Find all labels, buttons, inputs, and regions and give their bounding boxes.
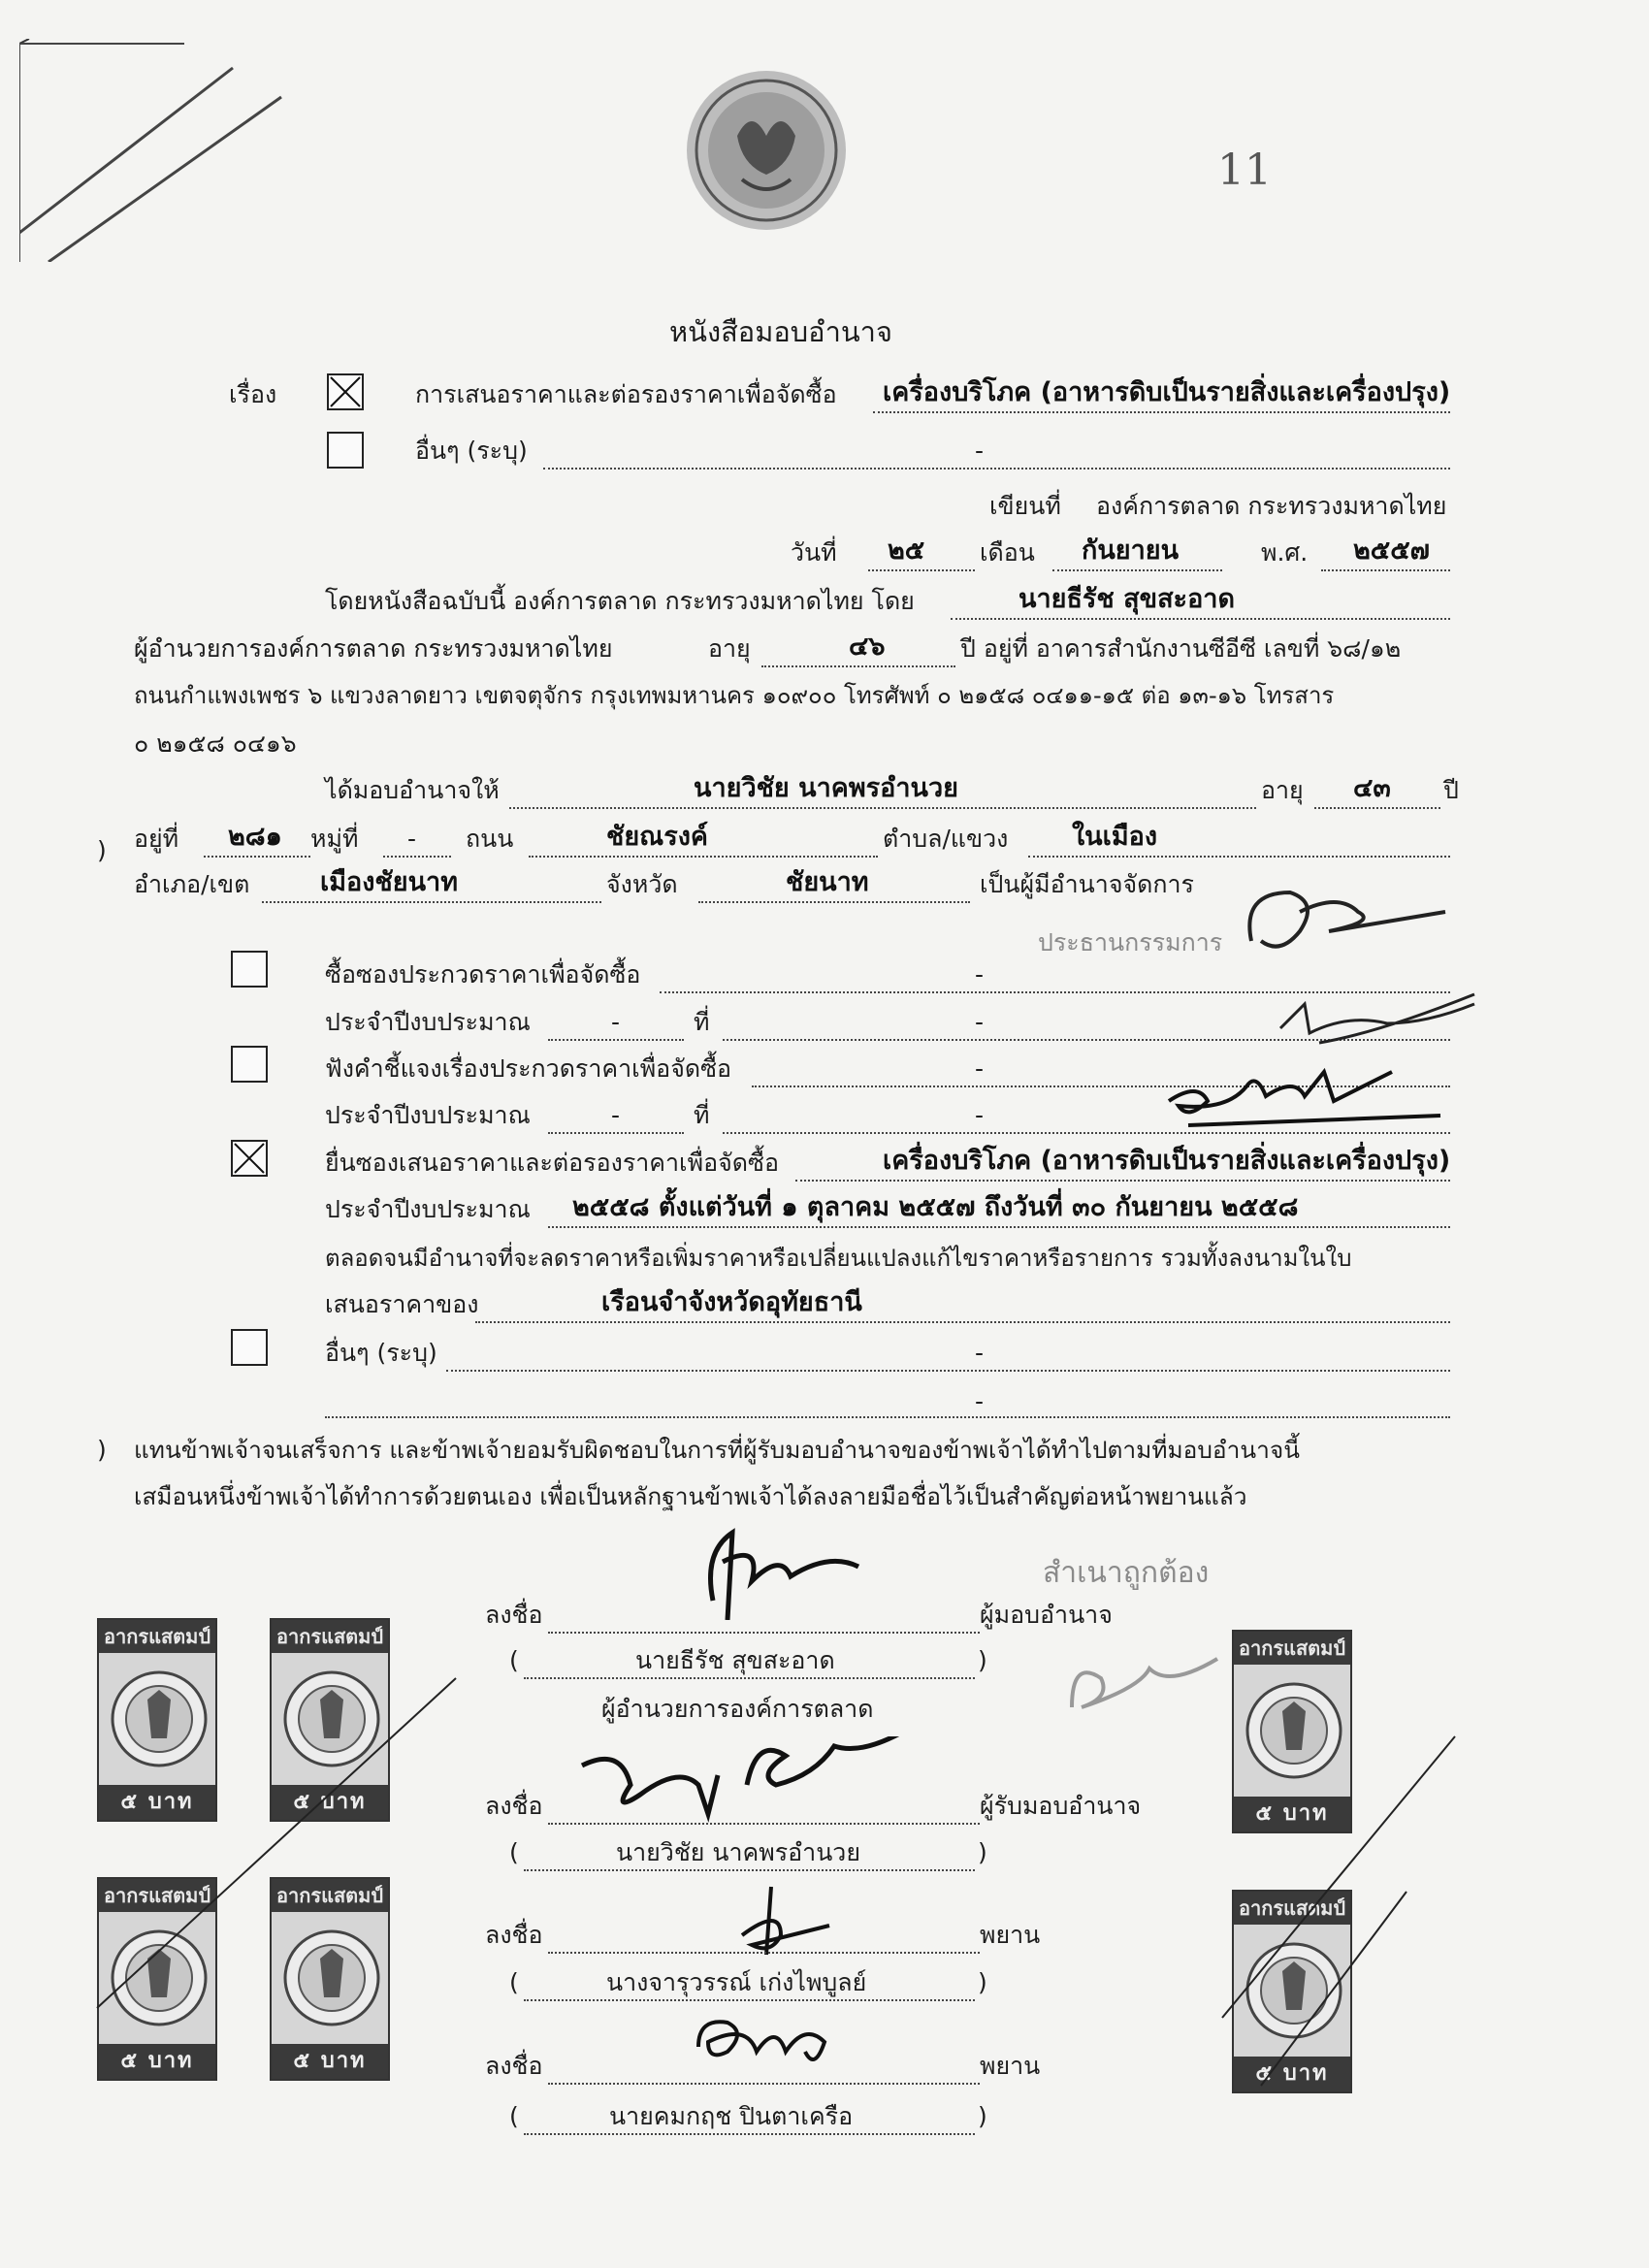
- side-mark: ): [97, 1436, 107, 1464]
- official-seal: [684, 68, 849, 233]
- subject-option-2-value: -: [975, 437, 985, 465]
- document-title: หนังสือมอบอำนาจ: [669, 315, 892, 348]
- sign-3-open-paren: (: [509, 1968, 519, 1996]
- action-3-label: ยื่นซองเสนอราคาและต่อรองราคาเพื่อจัดซื้อ: [325, 1149, 779, 1177]
- declaration-line-1: แทนข้าพเจ้าจนเสร็จการ และข้าพเจ้ายอมรับผิดชอบในการที่ผู้รับมอบอำนาจของข้าพเจ้าได้ทำไปตามที่มอบอำนาจนี้: [134, 1436, 1300, 1464]
- grantor-address-prefix: ปี อยู่ที่ อาคารสำนักงานซีอีซี เลขที่ ๖๘/๑๒: [960, 634, 1402, 663]
- sign-4-name: นายคมกฤช ปินตาเครือ: [609, 2102, 854, 2130]
- stamp-cancel-marks: [78, 1601, 1465, 2105]
- sign-2-open-paren: (: [509, 1838, 519, 1866]
- subject-label: เรื่อง: [229, 380, 277, 408]
- check-x-icon: [233, 1142, 266, 1175]
- committee-signature-2: [1159, 1057, 1450, 1135]
- date-day-label: วันที่: [791, 538, 837, 567]
- dotted-line: [1052, 569, 1222, 571]
- committee-signature-1: [1261, 989, 1484, 1057]
- scan-marks: [19, 39, 291, 262]
- grantee-house-label: อยู่ที่: [134, 825, 179, 853]
- sign-1-role: ผู้มอบอำนาจ: [980, 1601, 1113, 1629]
- sign-2-role: ผู้รับมอบอำนาจ: [980, 1792, 1142, 1820]
- dotted-line: [383, 856, 451, 858]
- declaration-line-2: เสมือนหนึ่งข้าพเจ้าได้ทำการด้วยตนเอง เพื่อเป็นหลักฐานข้าพเจ้าได้ลงลายมือชื่อไว้เป็นสำคัญต่อหน้าพยานแล้ว: [134, 1482, 1247, 1510]
- grantee-authority-label: เป็นผู้มีอำนาจจัดการ: [980, 870, 1194, 898]
- dotted-line: [1321, 569, 1450, 571]
- sign-2-label: ลงชื่อ: [485, 1792, 543, 1820]
- sign-1-open-paren: (: [509, 1646, 519, 1674]
- action-1-label: ซื้อซองประกวดราคาเพื่อจัดซื้อ: [325, 960, 641, 988]
- subject-option-1-label: การเสนอราคาและต่อรองราคาเพื่อจัดซื้อ: [415, 380, 837, 408]
- action-2-at-label: ที่: [694, 1101, 710, 1129]
- action-2-year: -: [611, 1101, 621, 1129]
- action-4-label: อื่นๆ (ระบุ): [325, 1339, 437, 1367]
- action-3-year-label: ประจำปีงบประมาณ: [325, 1195, 531, 1223]
- date-month: กันยายน: [1082, 535, 1180, 566]
- chairman-overlay-text: ประธานกรรมการ: [1038, 928, 1223, 956]
- dotted-line: [446, 1370, 1450, 1372]
- dotted-line: [325, 1416, 1450, 1418]
- grantor-position: ผู้อำนวยการองค์การตลาด กระทรวงมหาดไทย: [134, 634, 613, 663]
- sign-3-name: นางจารุวรรณ์ เก่งไพบูลย์: [606, 1968, 867, 1996]
- verified-overlay-text: สำเนาถูกต้อง: [1043, 1556, 1210, 1590]
- dotted-line: [548, 1132, 684, 1134]
- dotted-line: [543, 468, 1450, 470]
- grantee-moo: -: [407, 825, 417, 853]
- action-3-offer: เรือนจำจังหวัดอุทัยธานี: [601, 1287, 862, 1317]
- action-2-year-label: ประจำปีงบประมาณ: [325, 1101, 531, 1129]
- grantee-subdistrict: ในเมือง: [1072, 822, 1158, 852]
- action-2-label: ฟังคำชี้แจงเรื่องประกวดราคาเพื่อจัดซื้อ: [325, 1054, 732, 1083]
- action-checkbox-3[interactable]: [231, 1140, 268, 1177]
- grantor-age: ๔๖: [849, 632, 886, 662]
- action-1-year-label: ประจำปีงบประมาณ: [325, 1008, 531, 1036]
- subject-checkbox-2[interactable]: [327, 432, 364, 469]
- dotted-line: [548, 1226, 1450, 1228]
- check-x-icon: [329, 375, 362, 408]
- dotted-line: [795, 1180, 1450, 1182]
- page-number: 11: [1217, 146, 1272, 195]
- revenue-stamp: อากรแสตมป์ ๕ บาท: [97, 1618, 217, 1822]
- grantor-address-line2: ถนนกำแพงเพชร ๖ แขวงลาดยาว เขตจตุจักร กรุงเทพมหานคร ๑๐๙๐๐ โทรศัพท์ ๐ ๒๑๕๘ ๐๔๑๑-๑๕ ต่อ ๑๓-๑๖ โทรสาร: [134, 682, 1335, 709]
- sign-4-open-paren: (: [509, 2102, 519, 2130]
- dotted-line: [698, 901, 970, 903]
- action-2-value: -: [975, 1054, 985, 1083]
- grantor-address-line3: ๐ ๒๑๕๘ ๐๔๑๖: [134, 729, 297, 758]
- sign-1-title: ผู้อำนวยการองค์การตลาด: [601, 1695, 874, 1723]
- dotted-line: [873, 411, 1450, 413]
- date-day: ๒๕: [888, 535, 925, 566]
- sign-1-name: นายธีรัช สุขสะอาด: [635, 1646, 835, 1674]
- revenue-stamp: อากรแสตมป์ ๕ บาท: [1232, 1890, 1352, 2093]
- subject-checkbox-1[interactable]: [327, 373, 364, 410]
- action-1-at-label: ที่: [694, 1008, 710, 1036]
- date-year-label: พ.ศ.: [1261, 538, 1309, 567]
- written-at-value: องค์การตลาด กระทรวงมหาดไทย: [1096, 492, 1447, 520]
- dotted-line: [524, 2133, 975, 2135]
- side-mark: ): [97, 836, 107, 864]
- date-month-label: เดือน: [980, 538, 1035, 567]
- action-3-offer-label: เสนอราคาของ: [325, 1290, 479, 1318]
- sign-4-role: พยาน: [980, 2052, 1041, 2080]
- action-checkbox-2[interactable]: [231, 1046, 268, 1083]
- grantee-province-label: จังหวัด: [606, 870, 678, 898]
- grantor-name: นายธีรัช สุขสะอาด: [1018, 584, 1235, 614]
- dotted-line: [204, 856, 310, 858]
- sign-1-label: ลงชื่อ: [485, 1601, 543, 1629]
- action-4-value: -: [975, 1339, 985, 1367]
- grantee-province: ชัยนาท: [786, 867, 869, 897]
- sign-4-close-paren: ): [978, 2102, 987, 2130]
- action-3-note: ตลอดจนมีอำนาจที่จะลดราคาหรือเพิ่มราคาหรือเปลี่ยนแปลงแก้ไขราคาหรือรายการ รวมทั้งลงนามในใบ: [325, 1245, 1352, 1272]
- sign-2-name: นายวิชัย นาคพรอำนวย: [616, 1838, 860, 1866]
- dotted-line: [1314, 807, 1440, 809]
- dotted-line: [868, 569, 975, 571]
- dotted-line: [548, 1039, 684, 1041]
- grantee-age-unit: ปี: [1443, 776, 1459, 804]
- action-1-value: -: [975, 960, 985, 988]
- sign-2-close-paren: ): [978, 1838, 987, 1866]
- dotted-line: [529, 856, 878, 858]
- action-2-at: -: [975, 1101, 985, 1129]
- dotted-line: [509, 807, 1256, 809]
- action-3-value: เครื่องบริโภค (อาหารดิบเป็นรายสิ่งและเครื่องปรุง): [883, 1146, 1451, 1176]
- grantee-district-label: อำเภอ/เขต: [134, 870, 250, 898]
- grantor-intro: โดยหนังสือฉบับนี้ องค์การตลาด กระทรวงมหาดไทย โดย: [325, 587, 915, 615]
- sign-4-label: ลงชื่อ: [485, 2052, 543, 2080]
- grantee-subdistrict-label: ตำบล/แขวง: [883, 825, 1009, 853]
- grantee-intro: ได้มอบอำนาจให้: [325, 776, 500, 804]
- action-checkbox-4[interactable]: [231, 1329, 268, 1366]
- action-1-year: -: [611, 1008, 621, 1036]
- revenue-stamp: อากรแสตมป์ ๕ บาท: [1232, 1630, 1352, 1833]
- dotted-line: [1028, 856, 1450, 858]
- grantee-name: นายวิชัย นาคพรอำนวย: [694, 773, 958, 803]
- dotted-line: [475, 1321, 1450, 1323]
- revenue-stamp: อากรแสตมป์ ๕ บาท: [270, 1618, 390, 1822]
- action-1-at: -: [975, 1008, 985, 1036]
- chairman-signature: [1232, 873, 1484, 970]
- action-3-year: ๒๕๕๘ ตั้งแต่วันที่ ๑ ตุลาคม ๒๕๕๗ ถึงวันที่ ๓๐ กันยายน ๒๕๕๘: [572, 1192, 1299, 1222]
- revenue-stamp: อากรแสตมป์ ๕ บาท: [270, 1877, 390, 2081]
- dotted-line: [951, 618, 1450, 620]
- grantee-age: ๔๓: [1353, 773, 1391, 803]
- dotted-line: [761, 665, 955, 667]
- grantor-age-label: อายุ: [708, 634, 751, 663]
- grantee-house: ๒๘๑: [228, 822, 282, 852]
- sign-3-label: ลงชื่อ: [485, 1921, 543, 1949]
- date-year: ๒๕๕๗: [1353, 535, 1430, 566]
- grantee-road-label: ถนน: [466, 825, 514, 853]
- action-4-line2: -: [975, 1387, 985, 1415]
- dotted-line: [262, 901, 601, 903]
- grantee-moo-label: หมู่ที่: [310, 825, 359, 853]
- written-at-label: เขียนที่: [989, 492, 1061, 520]
- subject-option-2-label: อื่นๆ (ระบุ): [415, 437, 528, 465]
- sign-1-close-paren: ): [978, 1646, 987, 1674]
- revenue-stamp: อากรแสตมป์ ๕ บาท: [97, 1877, 217, 2081]
- grantee-district: เมืองชัยนาท: [320, 867, 458, 897]
- grantee-age-label: อายุ: [1261, 776, 1304, 804]
- sign-3-close-paren: ): [978, 1968, 987, 1996]
- subject-option-1-value: เครื่องบริโภค (อาหารดิบเป็นรายสิ่งและเครื่องปรุง): [883, 377, 1451, 407]
- sign-3-role: พยาน: [980, 1921, 1041, 1949]
- grantee-road: ชัยณรงค์: [606, 822, 708, 852]
- action-checkbox-1[interactable]: [231, 951, 268, 988]
